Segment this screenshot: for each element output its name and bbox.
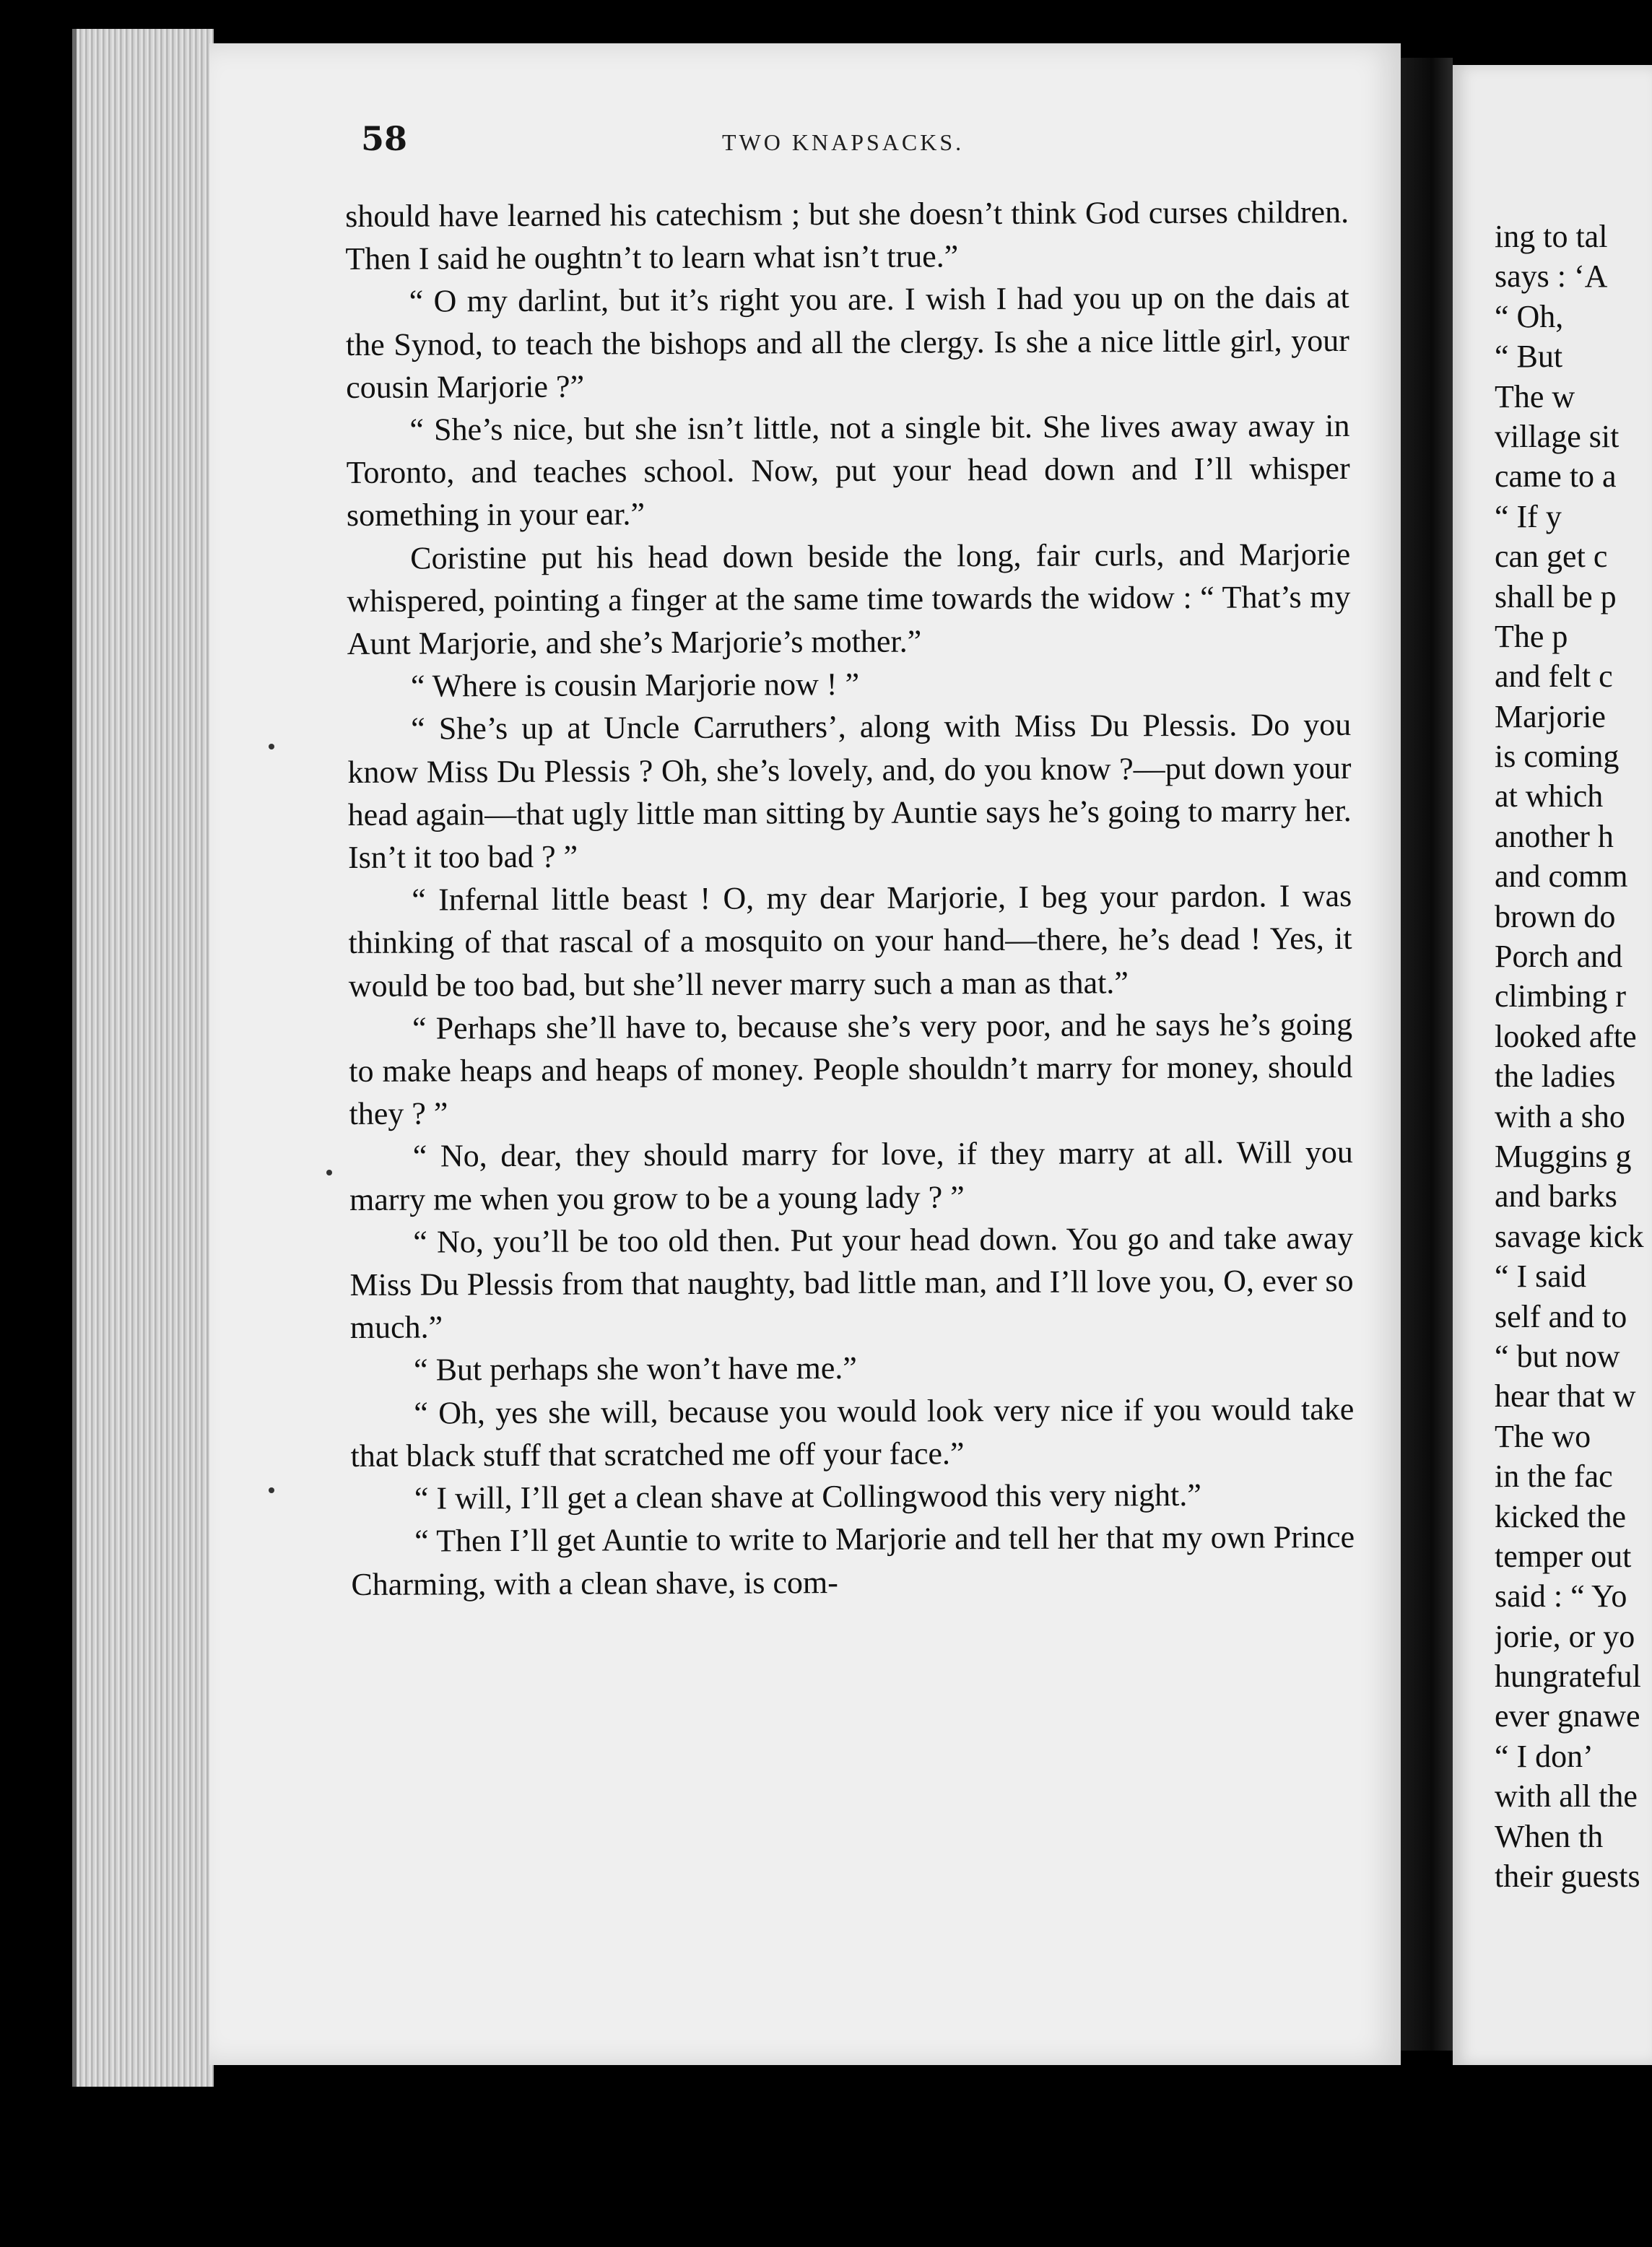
text-fragment: hungrateful [1495, 1659, 1641, 1695]
paragraph: “ No, you’ll be too old then. Put your head down. You go and take away Miss Du Plessis from that naughty, bad little man, and I’ll love you, O, ever so much.” [349, 1220, 1354, 1346]
text-fragment: “ If y [1495, 498, 1562, 534]
text-fragment: savage kick [1495, 1218, 1644, 1254]
paragraph: “ She’s up at Uncle Carruthers’, along with Miss Du Plessis. Do you know Miss Du Plessis ? Oh, she’s lovely, and, do you know ?—put down your head again—that ugly little man sitting by Auntie says he’s going to marry her. Isn’t it too bad ? ” [347, 707, 1352, 876]
page-edges [72, 29, 214, 2087]
text-fragment: hear that w [1495, 1378, 1636, 1414]
text-fragment: “ I don’ [1495, 1738, 1594, 1774]
text-fragment: “ But [1495, 339, 1563, 375]
text-fragment: said : “ Yo [1495, 1578, 1627, 1614]
text-fragment: with all the [1495, 1778, 1638, 1814]
text-fragment: ing to tal [1495, 219, 1608, 254]
paragraph: “ Infernal little beast ! O, my dear Marjorie, I beg your pardon. I was thinking of that rascal of a mosquito on your hand—there, he’s dead ! Yes, it would be too bad, but she’ll never marry such a man as that.” [348, 878, 1352, 1004]
text-fragment: climbing r [1495, 978, 1627, 1014]
text-fragment: ever gnawe [1495, 1698, 1640, 1734]
text-fragment: says : ‘A [1495, 258, 1608, 295]
page-header [361, 119, 1336, 162]
paragraph: “ But perhaps she won’t have me.” [413, 1350, 858, 1388]
paragraph: “ No, dear, they should marry for love, if they marry at all. Will you marry me when you grow to be a young lady ? ” [349, 1134, 1353, 1217]
right-page-text-fragments [1495, 217, 1652, 1896]
speck-mark [326, 1170, 332, 1175]
paragraph: “ O my darlint, but it’s right you are. I wish I had you up on the dais at the Synod, to teach the bishops and all the clergy. Is she a nice little girl, your cousin Marjorie ?” [345, 279, 1349, 405]
paragraph: “ She’s nice, but she isn’t little, not a single bit. She lives away away in Toronto, and teaches school. Now, put your head down and I’ll whisper something in your ear.” [346, 407, 1350, 534]
text-fragment: “ but now [1495, 1338, 1620, 1374]
body-text [345, 191, 1355, 1606]
text-fragment: kicked the [1495, 1498, 1627, 1534]
paragraph: “ Perhaps she’ll have to, because she’s very poor, and he says he’s going to make heaps and heaps of money. People shouldn’t marry for money, should they ? ” [349, 1006, 1353, 1132]
text-fragment: their guests [1495, 1859, 1640, 1895]
text-fragment: brown do [1495, 898, 1616, 934]
text-fragment: and felt c [1495, 659, 1613, 695]
text-fragment: can get c [1495, 539, 1608, 575]
text-fragment: village sit [1495, 418, 1620, 454]
text-fragment: Muggins g [1495, 1138, 1632, 1174]
book-gutter [1401, 58, 1453, 2051]
text-fragment: self and to [1495, 1298, 1627, 1334]
paragraph: “ Where is cousin Marjorie now ! ” [410, 666, 860, 704]
page-number: 58 [361, 119, 408, 158]
running-head: TWO KNAPSACKS. [722, 129, 965, 155]
paragraph: “ Then I’ll get Auntie to write to Marjorie and tell her that my own Prince Charming, with a clean shave, is com- [351, 1519, 1355, 1602]
paragraph: Coristine put his head down beside the long, fair curls, and Marjorie whispered, pointing a finger at the same time towards the widow : “ That’s my Aunt Marjorie, and she’s Marjorie’s mother.” [347, 536, 1351, 662]
text-fragment: temper out [1495, 1538, 1632, 1574]
text-fragment: “ I said [1495, 1259, 1587, 1295]
text-fragment: When th [1495, 1818, 1604, 1854]
paragraph: should have learned his catechism ; but she doesn’t think God curses children. Then I said he oughtn’t to learn what isn’t true.” [345, 194, 1349, 277]
text-fragment: jorie, or yo [1495, 1618, 1635, 1654]
text-fragment: at which [1495, 778, 1604, 814]
text-fragment: Porch and [1495, 939, 1623, 975]
paragraph: “ Oh, yes she will, because you would look very nice if you would take that black stuff that scratched me off your face.” [350, 1391, 1355, 1474]
text-fragment: The w [1495, 378, 1575, 414]
speck-mark [269, 744, 274, 749]
text-fragment: is coming [1495, 739, 1620, 775]
text-fragment: The wo [1495, 1418, 1591, 1454]
text-fragment: shall be p [1495, 578, 1617, 614]
text-fragment: and comm [1495, 859, 1628, 895]
text-fragment: Marjorie [1495, 698, 1606, 734]
text-fragment: the ladies [1495, 1059, 1616, 1095]
speck-mark [269, 1487, 274, 1493]
text-fragment: looked afte [1495, 1018, 1637, 1054]
paragraph: “ I will, I’ll get a clean shave at Collingwood this very night.” [414, 1477, 1201, 1516]
text-fragment: The p [1495, 618, 1568, 654]
text-fragment: with a sho [1495, 1098, 1625, 1134]
text-fragment: another h [1495, 818, 1614, 854]
text-fragment: in the fac [1495, 1459, 1613, 1495]
text-fragment: “ Oh, [1495, 298, 1564, 334]
text-fragment: and barks [1495, 1178, 1617, 1214]
text-fragment: came to a [1495, 458, 1617, 495]
